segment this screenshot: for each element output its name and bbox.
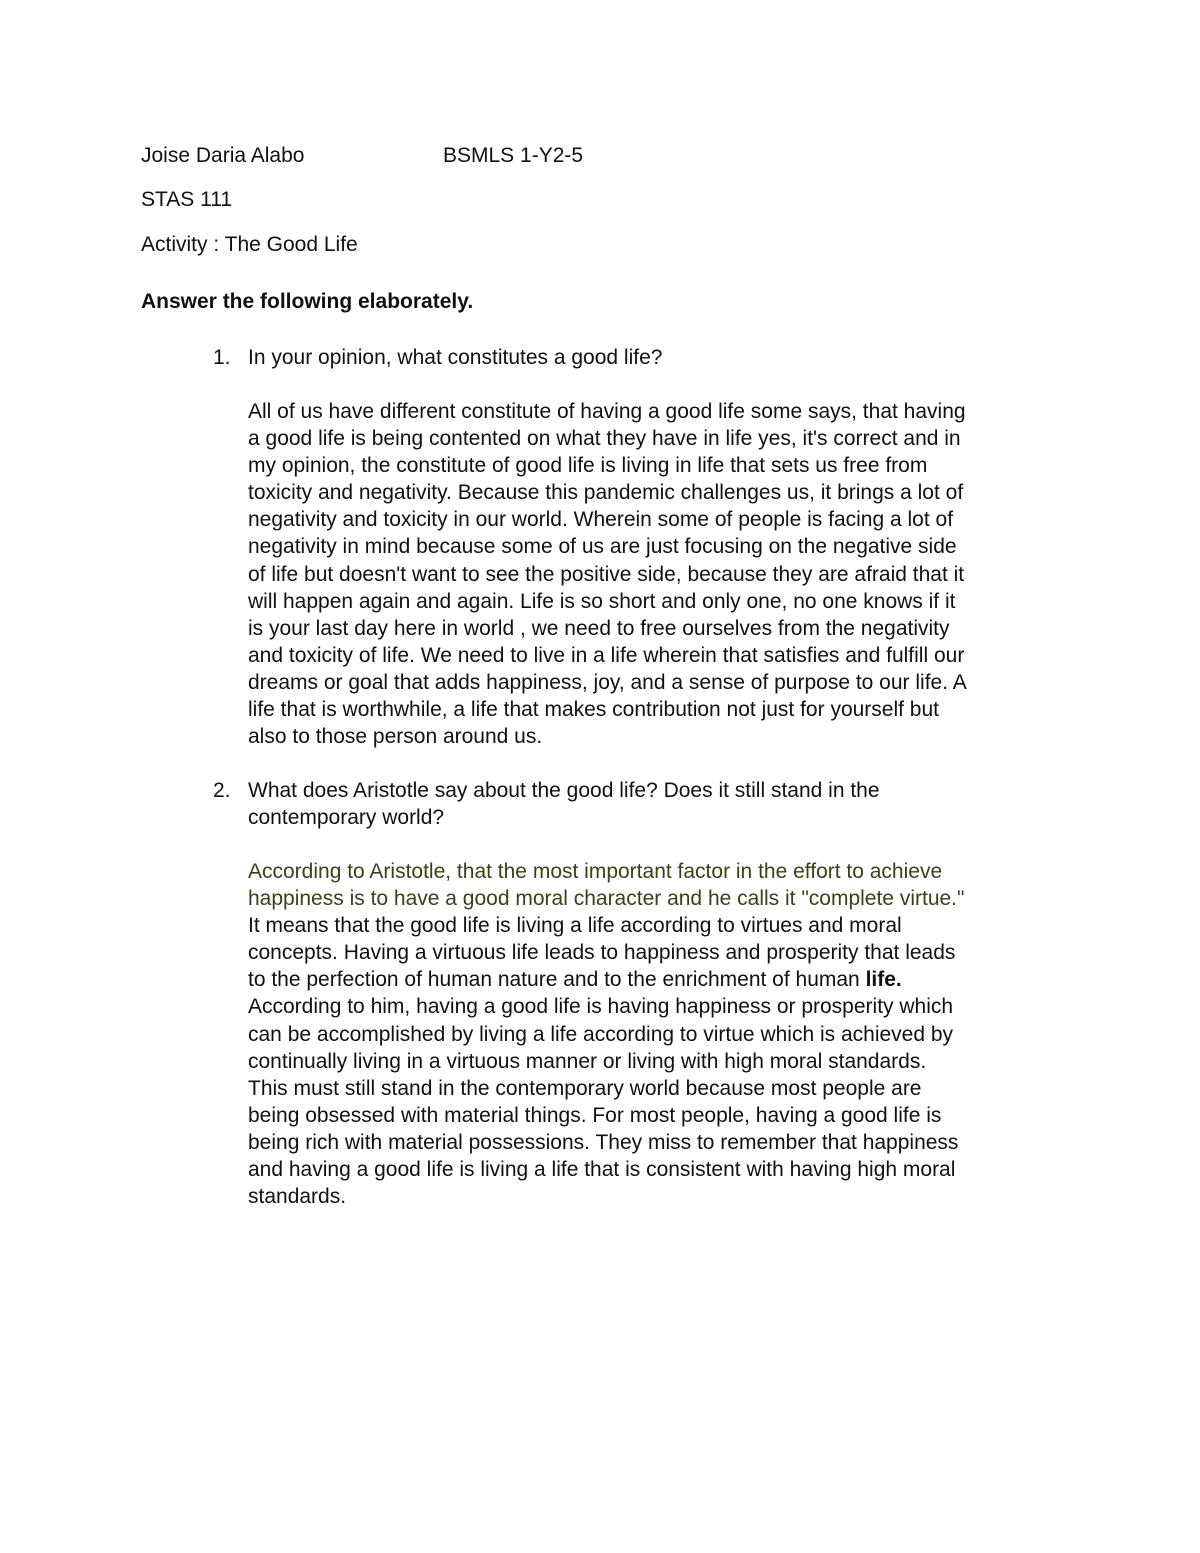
answer-line: will happen again and again. Life is so short and only one, no one knows if it [248, 589, 956, 613]
answer-line: negativity and toxicity in our world. Wherein some of people is facing a lot of [248, 508, 954, 532]
question-line: What does Aristotle say about the good life? Does it still stand in the [248, 779, 880, 802]
answer-line: also to those person around us. [248, 725, 543, 749]
answer-line [248, 966, 1068, 993]
answer-line: According to Aristotle, that the most important factor in the effort to achieve [248, 860, 943, 883]
answer-line: According to him, having a good life is having happiness or prosperity which [248, 995, 954, 1019]
answer-line: happiness is to have a good moral character and he calls it "complete virtue." [248, 887, 965, 911]
question-text [248, 777, 1068, 831]
answer-line: of life but doesn't want to see the positive side, because they are afraid that it [248, 562, 965, 586]
answer-line: can be accomplished by living a life according to virtue which is achieved by [248, 1022, 954, 1046]
answer-line: and toxicity of life. We need to live in a life wherein that satisfies and fulfill our [248, 643, 965, 667]
answer-line: It means that the good life is living a life according to virtues and moral [248, 914, 902, 938]
answer-line: a good life is being contented on what they have in life yes, it's correct and in [248, 427, 961, 451]
instruction-heading: Answer the following elaborately. [141, 290, 474, 313]
class-section: BSMLS 1-Y2-5 [443, 144, 584, 167]
answer-line: All of us have different constitute of having a good life some says, that having [248, 400, 966, 423]
answer-line: toxicity and negativity. Because this pandemic challenges us, it brings a lot of [248, 481, 964, 505]
answer-paragraph [248, 858, 1068, 1210]
answer-line-text: to the perfection of human nature and to the enrichment of human [248, 968, 866, 992]
answer-line: This must still stand in the contemporary world because most people are [248, 1076, 922, 1100]
activity-title: Activity : The Good Life [141, 233, 358, 256]
answer-line: standards. [248, 1185, 347, 1209]
answer-line: dreams or goal that adds happiness, joy, and a sense of purpose to our life. A [248, 670, 967, 694]
question-line: contemporary world? [248, 806, 445, 829]
question-number: 1. [213, 346, 231, 369]
answer-line: and having a good life is living a life that is consistent with having high moral [248, 1158, 956, 1182]
answer-line: life that is worthwhile, a life that makes contribution not just for yourself but [248, 698, 940, 722]
bold-word: life. [865, 968, 902, 992]
answer-line: negativity in mind because some of us are just focusing on the negative side [248, 535, 957, 559]
question-number: 2. [213, 779, 231, 802]
answer-line: is your last day here in world , we need to free ourselves from the negativity [248, 616, 950, 640]
question-text: In your opinion, what constitutes a good life? [248, 346, 663, 369]
answer-line: concepts. Having a virtuous life leads to happiness and prosperity that leads [248, 941, 956, 965]
answer-paragraph [248, 398, 1068, 750]
answer-line: my opinion, the constitute of good life is living in life that sets us free from [248, 454, 928, 478]
answer-line: being obsessed with material things. For most people, having a good life is [248, 1103, 942, 1127]
answer-line: continually living in a virtuous manner or living with high moral standards. [248, 1049, 927, 1073]
student-name: Joise Daria Alabo [141, 144, 305, 167]
course-code: STAS 111 [141, 188, 233, 211]
answer-line: being rich with material possessions. They miss to remember that happiness [248, 1130, 959, 1154]
